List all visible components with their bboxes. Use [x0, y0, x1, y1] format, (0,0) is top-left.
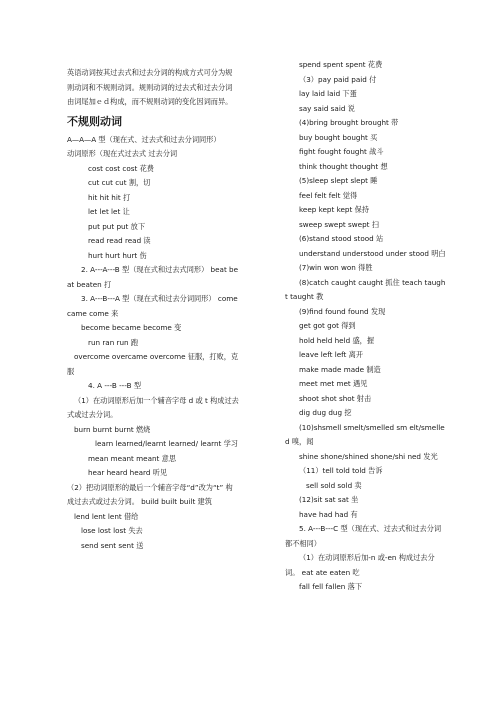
text-line: think thought thought 想 — [299, 161, 388, 171]
text-line: (9)find found found 发现 — [299, 306, 386, 316]
text-line: (6)stand stood stood 站 — [299, 234, 384, 243]
text-line: have had had 有 — [299, 509, 358, 519]
text-line: read read read 读 — [88, 236, 151, 245]
text-line: 动词原形（现在式过去式 过去分词 — [67, 149, 178, 158]
text-line: mean meant meant 意思 — [88, 453, 177, 463]
text-line: keep kept kept 保持 — [299, 205, 369, 214]
text-line: fall fell fallen 落下 — [299, 582, 363, 591]
text-line: buy bought bought 买 — [299, 132, 378, 142]
text-line: understand understood under stood 明白 — [299, 248, 446, 258]
text-line: get got got 得到 — [299, 321, 356, 330]
text-line: lose lost lost 失去 — [81, 526, 143, 535]
text-line: become became become 变 — [81, 323, 182, 332]
text-line: say said said 说 — [299, 103, 355, 113]
text-line: let let let 让 — [88, 207, 130, 216]
text-line: run ran run 跑 — [88, 337, 139, 347]
text-line: 5. A---B---C 型（现在式、过去式和过去分词都不相同） — [285, 524, 442, 548]
intro-paragraph: 英语动词按其过去式和过去分词的构成方式可分为规则动词和不规则动词。规则动词的过去式和过去分词由词尾加ｅｄ构成，而不规则动词的变化因词而异。 — [67, 68, 233, 106]
text-line: leave left left 离开 — [299, 350, 364, 359]
text-line: A—A—A 型（现在式、过去式和过去分词同形） — [67, 134, 221, 144]
text-line: sell sold sold 卖 — [306, 480, 362, 490]
text-line: sweep swept swept 扫 — [299, 219, 379, 229]
text-line: cut cut cut 割，切 — [88, 178, 151, 187]
text-line: (10)shsmell smelt/smelled sm elt/smelled 嗅，闻 — [285, 422, 445, 446]
text-line: (12)sit sat sat 坐 — [299, 495, 359, 504]
text-line: hear heard heard 听见 — [88, 468, 168, 477]
text-line: （2）把动词原形的最后一个辅音字母“d”改为“t” 构成过去式或过去分词。 build built built 建筑 — [67, 482, 233, 506]
text-line: hit hit hit 打 — [88, 192, 131, 202]
text-line: meet met met 遇见 — [299, 379, 368, 388]
text-line: 4. A ---B ---B 型 — [88, 381, 142, 390]
text-line: （11）tell told told 告诉 — [299, 466, 383, 475]
text-line: (8)catch caught caught 抓住 teach taught taught 教 — [285, 277, 446, 301]
text-line: feel felt felt 觉得 — [299, 190, 358, 200]
left-column — [67, 66, 239, 553]
text-line: learn learned/learnt learned/ learnt 学习 — [95, 439, 238, 448]
text-line: (4)bring brought brought 带 — [299, 118, 399, 127]
text-line: （3）pay paid paid 付 — [299, 74, 377, 84]
text-line: 2. A---A---B 型（现在式和过去式同形） beat beat beaten 打 — [67, 265, 239, 289]
text-line: shoot shot shot 射击 — [299, 393, 372, 403]
text-line: hurt hurt hurt 伤 — [88, 250, 147, 260]
right-lines — [285, 58, 447, 595]
text-line: （1）在动词原形后加一个辅音字母 d 或 t 构成过去式或过去分词。 — [67, 395, 239, 419]
text-line: put put put 放下 — [88, 221, 146, 231]
left-lines — [67, 133, 239, 554]
text-line: send sent sent 送 — [81, 540, 144, 550]
text-line: lay laid laid 下蛋 — [299, 89, 357, 98]
text-line: (5)sleep slept slept 睡 — [299, 176, 378, 185]
text-line: （1）在动词原形后加-n 或-en 构成过去分词。 eat ate eaten 吃 — [285, 553, 435, 577]
text-line: spend spent spent 花费 — [299, 60, 383, 69]
text-line: hold held held 盛，握 — [299, 335, 375, 345]
text-line: fight fought fought 战斗 — [299, 147, 384, 156]
text-line: make made made 制造 — [299, 364, 381, 374]
text-line: shine shone/shined shone/shi ned 发光 — [299, 451, 438, 461]
text-line: 3. A---B---A 型（现在式和过去分词同形） come came come 来 — [67, 294, 238, 318]
text-line: (7)win won won 得胜 — [299, 263, 373, 272]
text-line: overcome overcame overcome 征服，打败，克服 — [67, 352, 239, 376]
text-line: lend lent lent 借给 — [74, 511, 139, 521]
text-line: burn burnt burnt 燃烧 — [74, 424, 151, 434]
section-heading: 不规则动词 — [67, 114, 122, 128]
right-column — [285, 58, 447, 595]
text-line: dig dug dug 挖 — [299, 408, 352, 417]
text-line: cost cost cost 花费 — [88, 163, 154, 173]
